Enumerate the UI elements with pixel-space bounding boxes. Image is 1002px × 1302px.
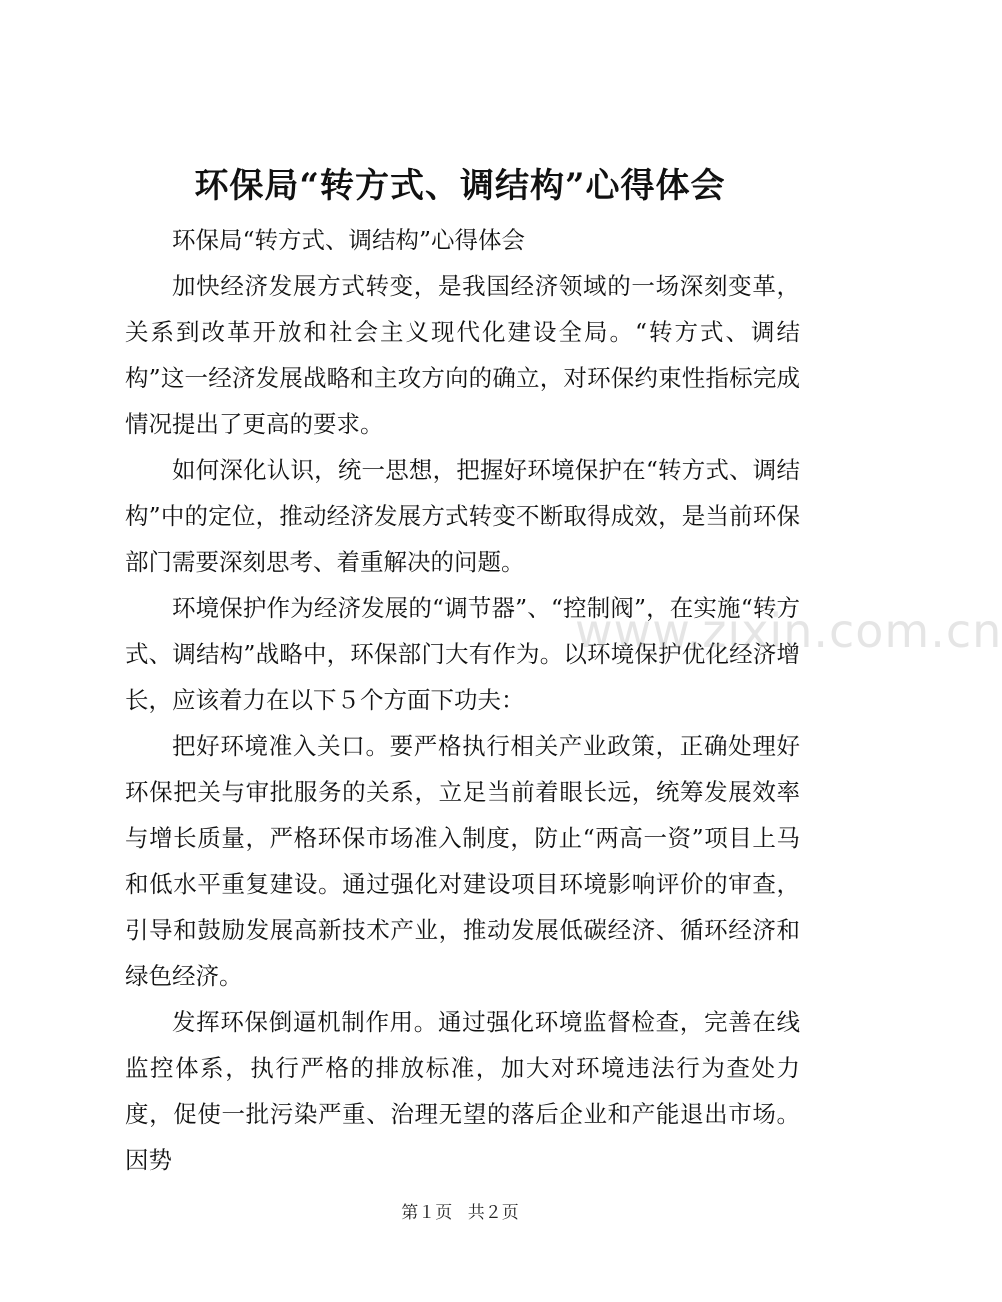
document-body [125, 217, 800, 1183]
paragraph-4: 把好环境准入关口。要严格执行相关产业政策，正确处理好环保把关与审批服务的关系，立足当前着眼长远，统筹发展效率与增长质量，严格环保市场准入制度，防止“两高一资”项目上马和低水平重复建设。通过强化对建设项目环境影响评价的审查，引导和鼓励发展高新技术产业，推动发展低碳经济、循环经济和绿色经济。 [125, 732, 800, 990]
paragraph-1: 加快经济发展方式转变，是我国经济领域的一场深刻变革，关系到改革开放和社会主义现代化建设全局。“转方式、调结构”这一经济发展战略和主攻方向的确立，对环保约束性指标完成情况提出了更高的要求。 [125, 272, 800, 438]
watermark-text: www.zixin.com.cn [575, 604, 1002, 658]
paragraph-3: 环境保护作为经济发展的“调节器”、“控制阀”，在实施“转方式、调结构”战略中，环保部门大有作为。以环境保护优化经济增长，应该着力在以下５个方面下功夫： [125, 594, 800, 714]
page-total: 共２页 [467, 1203, 519, 1223]
paragraph-2: 如何深化认识，统一思想，把握好环境保护在“转方式、调结构”中的定位，推动经济发展方式转变不断取得成效，是当前环保部门需要深刻思考、着重解决的问题。 [125, 456, 800, 576]
page-number: 第１页 [401, 1203, 453, 1223]
document-title: 环保局“转方式、调结构”心得体会 [194, 166, 726, 206]
paragraph-subtitle: 环保局“转方式、调结构”心得体会 [172, 226, 526, 254]
paragraph-5: 发挥环保倒逼机制作用。通过强化环境监督检查，完善在线监控体系，执行严格的排放标准，加大对环境违法行为查处力度，促使一批污染严重、治理无望的落后企业和产能退出市场。因势 [125, 1008, 800, 1174]
page-footer [0, 1198, 920, 1223]
